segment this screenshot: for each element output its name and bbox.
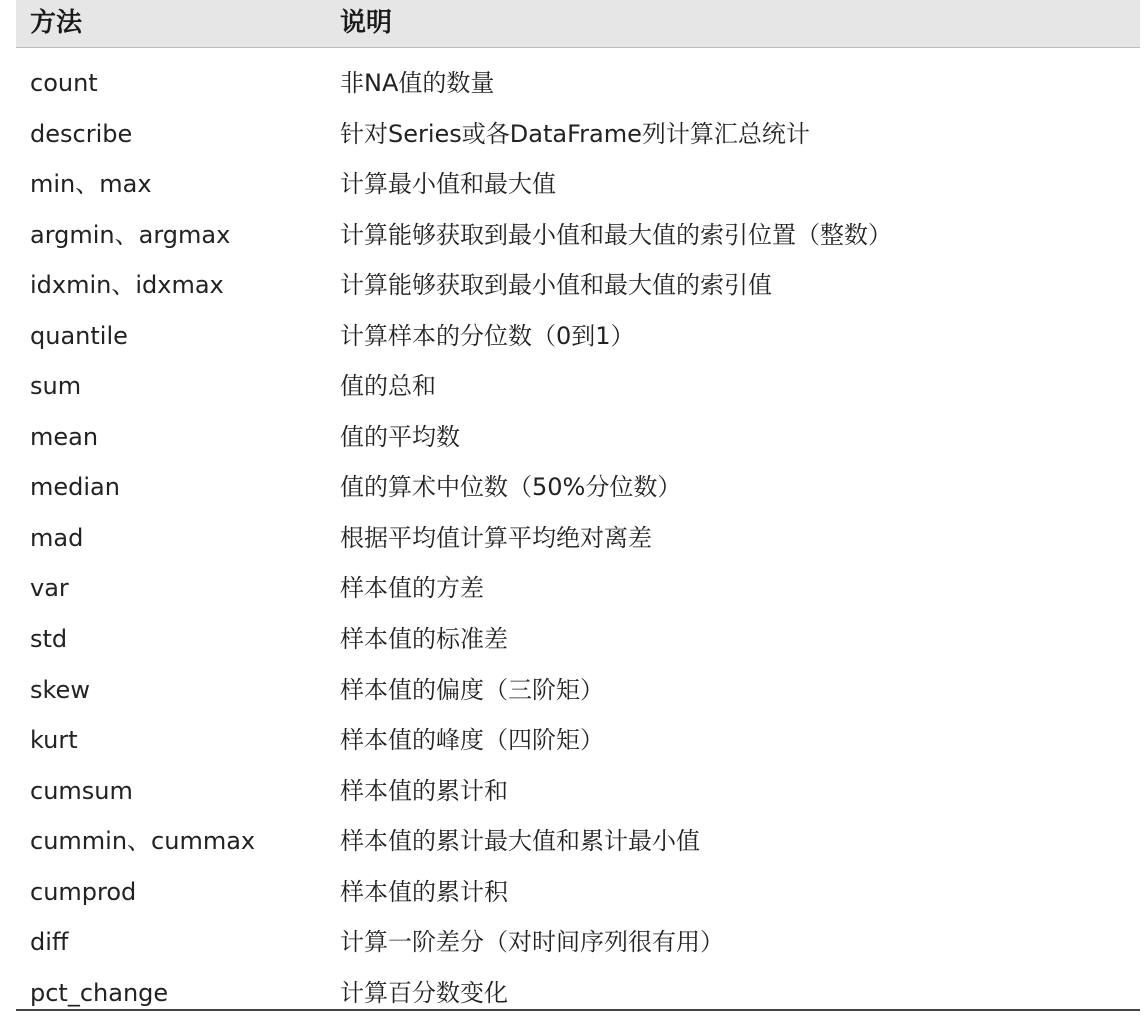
method-description: 样本值的标准差 (340, 625, 508, 654)
bottom-rule (16, 1009, 1140, 1011)
table-row (16, 917, 1140, 968)
table-row (16, 614, 1140, 665)
table-row (16, 715, 1140, 766)
table-row (16, 867, 1140, 918)
method-name: idxmin、idxmax (30, 271, 224, 300)
method-description: 样本值的累计和 (340, 776, 508, 805)
header-description: 说明 (340, 8, 393, 38)
method-description: 值的平均数 (340, 422, 460, 451)
method-name: skew (30, 675, 90, 704)
method-name: var (30, 574, 69, 603)
method-description: 计算一阶差分（对时间序列很有用） (340, 928, 724, 957)
method-name: count (30, 69, 98, 97)
method-description: 计算最小值和最大值 (340, 170, 556, 199)
method-name: median (30, 473, 120, 502)
method-name: cumprod (30, 877, 137, 906)
table-header (16, 0, 1140, 48)
table-row (16, 159, 1140, 210)
header-method: 方法 (30, 8, 83, 38)
method-description: 样本值的累计积 (340, 877, 508, 906)
method-name: argmin、argmax (30, 220, 231, 249)
method-description: 样本值的方差 (340, 574, 484, 603)
method-name: cummin、cummax (30, 827, 256, 856)
table-row (16, 462, 1140, 513)
method-description: 计算百分数变化 (340, 978, 508, 1007)
method-description: 计算能够获取到最小值和最大值的索引值 (340, 271, 772, 300)
table-row (16, 311, 1140, 362)
method-description: 计算能够获取到最小值和最大值的索引位置（整数） (340, 220, 892, 249)
method-description: 非NA值的数量 (340, 69, 495, 97)
table-row (16, 109, 1140, 160)
table-row (16, 665, 1140, 716)
method-name: diff (30, 928, 69, 957)
method-name: mad (30, 523, 84, 552)
method-description: 计算样本的分位数（0到1） (340, 321, 635, 350)
method-name: describe (30, 119, 133, 148)
method-description: 值的总和 (340, 372, 436, 401)
method-description: 根据平均值计算平均绝对离差 (340, 523, 652, 552)
table-row (16, 816, 1140, 867)
method-name: pct_change (30, 978, 169, 1007)
table-row (16, 513, 1140, 564)
method-description: 样本值的累计最大值和累计最小值 (340, 827, 700, 856)
table-row (16, 412, 1140, 463)
method-name: sum (30, 372, 82, 401)
method-name: std (30, 625, 68, 654)
method-description: 针对Series或各DataFrame列计算汇总统计 (340, 119, 810, 148)
table-row (16, 260, 1140, 311)
table-row (16, 361, 1140, 412)
method-description: 值的算术中位数（50%分位数） (340, 473, 682, 502)
table-row (16, 58, 1140, 109)
method-name: quantile (30, 321, 128, 350)
method-name: kurt (30, 726, 78, 755)
method-name: min、max (30, 170, 152, 199)
method-name: mean (30, 422, 99, 451)
table-row (16, 210, 1140, 261)
method-name: cumsum (30, 776, 133, 805)
table-body (16, 48, 1140, 1018)
method-description: 样本值的峰度（四阶矩） (340, 726, 604, 755)
method-description: 样本值的偏度（三阶矩） (340, 675, 604, 704)
table-row (16, 563, 1140, 614)
methods-table (16, 0, 1140, 1018)
table-row (16, 766, 1140, 817)
